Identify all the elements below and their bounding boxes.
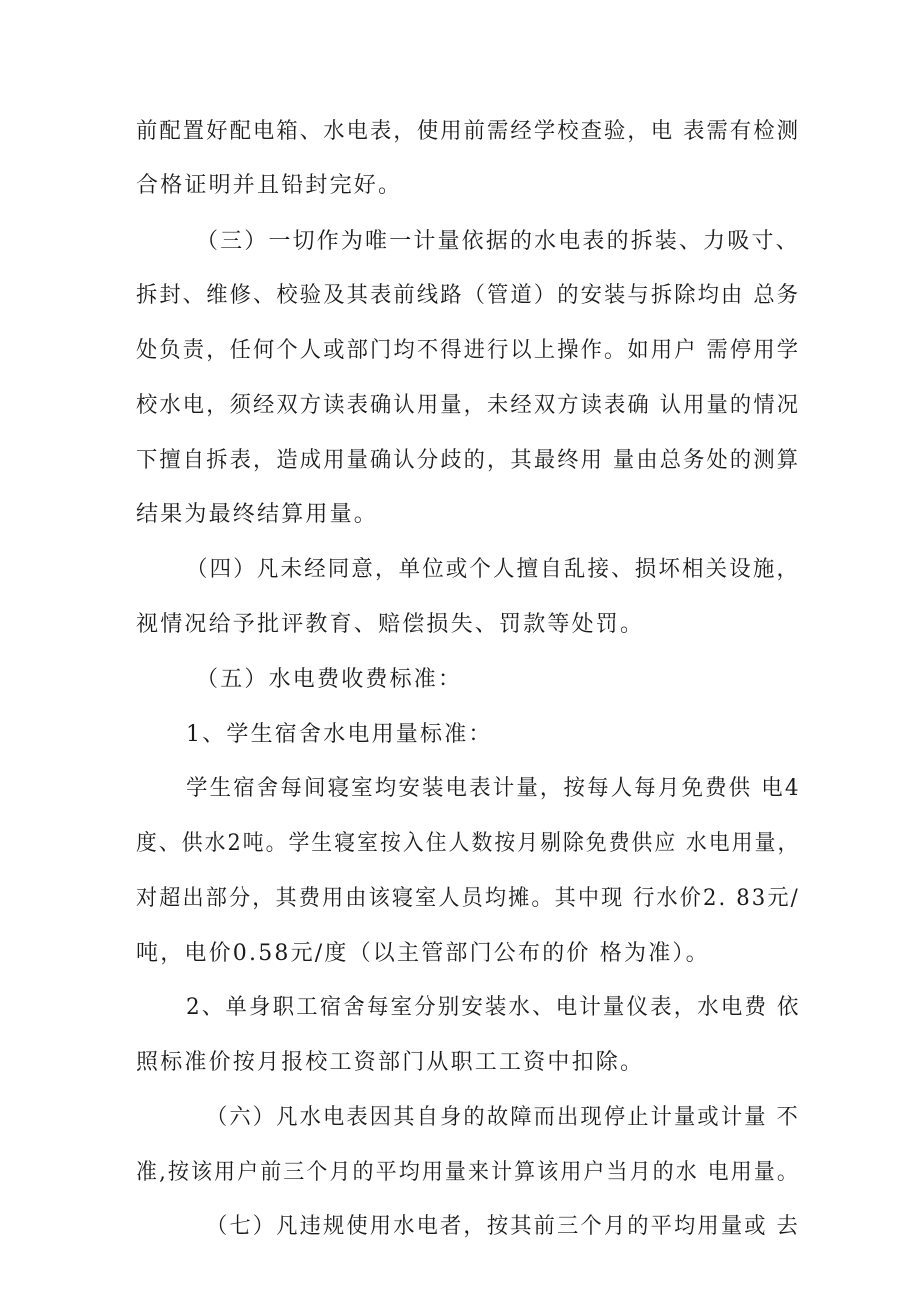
text-line-12: 1、学生宿舍水电用量标准：	[186, 722, 493, 747]
text-line-3: （三）一切作为唯一计量依据的水电表的拆装、力吸寸、	[196, 229, 800, 254]
text-line-5: 处负责，任何个人或部门均不得进行以上操作。如用户 需停用学	[136, 338, 801, 363]
text-line-18: 照标准价按月报校工资部门从职工工资中扣除。	[136, 1050, 645, 1075]
text-line-11: （五）水电费收费标准：	[196, 667, 463, 692]
text-line-20: 准,按该用户前三个月的平均用量来计算该用户当月的水 电用量。	[136, 1160, 800, 1185]
text-line-14: 度、供水2吨。学生寝室按入住人数按月剔除免费供应 水电用量，	[136, 831, 801, 856]
text-line-7: 下擅自拆表，造成用量确认分歧的，其最终用 量由总务处的测算	[136, 448, 801, 473]
text-line-9: （四）凡未经同意，单位或个人擅自乱接、损坏相关设施，	[186, 557, 801, 582]
text-line-21: （七）凡违规使用水电者，按其前三个月的平均用量或 去	[206, 1214, 800, 1239]
text-line-10: 视情况给予批评教育、赔偿损失、罚款等处罚。	[136, 612, 645, 637]
text-line-19: （六）凡水电表因其自身的故障而出现停止计量或计量 不	[206, 1105, 800, 1130]
text-line-4: 拆封、维修、校验及其表前线路（管道）的安装与拆除均由 总务	[136, 283, 801, 308]
text-line-15: 对超出部分，其费用由该寝室人员均摊。其中现 行水价2. 83元/	[136, 886, 800, 911]
text-line-1: 前配置好配电箱、水电表，使用前需经学校查验，电 表需有检测	[136, 119, 801, 144]
text-line-2: 合格证明并且铅封完好。	[136, 173, 403, 198]
text-line-6: 校水电，须经双方读表确认用量，未经双方读表确 认用量的情况	[136, 393, 801, 418]
text-line-8: 结果为最终结算用量。	[136, 502, 379, 527]
text-line-17: 2、单身职工宿舍每室分别安装水、电计量仪表，水电费 依	[186, 995, 801, 1020]
text-line-16: 吨，电价0.58元/度（以主管部门公布的价 格为准）。	[136, 941, 710, 966]
text-line-13: 学生宿舍每间寝室均安装电表计量，按每人每月免费供 电4	[186, 776, 801, 801]
